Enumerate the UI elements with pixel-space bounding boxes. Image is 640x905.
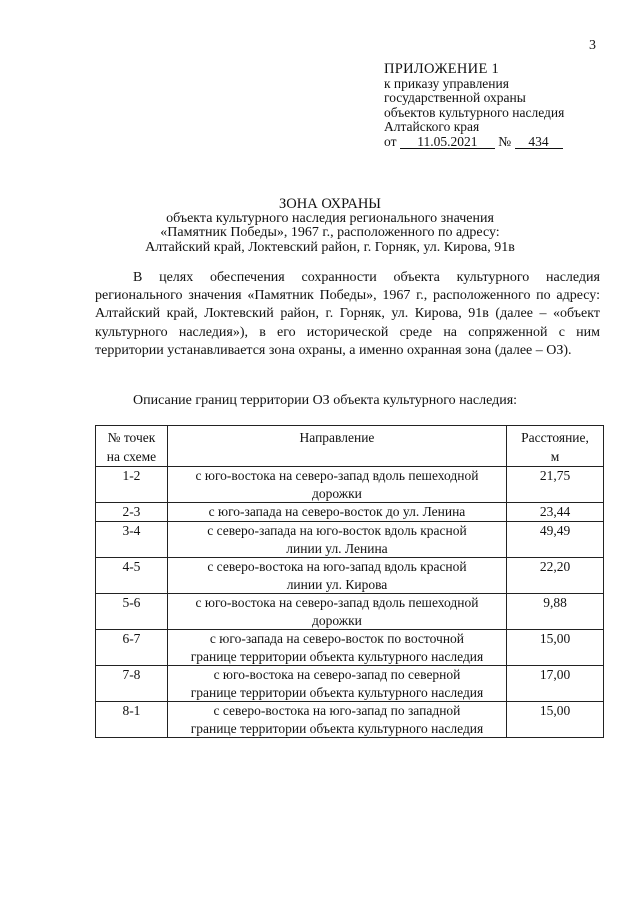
- header-points-line-1: № точек: [107, 430, 156, 445]
- boundary-table: [95, 425, 604, 738]
- table-row: [96, 503, 604, 522]
- order-line: [384, 135, 564, 150]
- page-number: 3: [589, 38, 596, 53]
- cell-direction: [167, 702, 506, 738]
- cell-direction: [167, 666, 506, 702]
- title-line-1: ЗОНА ОХРАНЫ: [279, 196, 381, 212]
- cell-direction: [167, 558, 506, 594]
- cell-points: 8-1: [96, 702, 168, 738]
- header-points-line-2: на схеме: [106, 449, 157, 464]
- table-caption: Описание границ территории ОЗ объекта культурного наследия:: [133, 393, 518, 408]
- cell-direction: [167, 467, 506, 503]
- direction-line-2: линии ул. Кирова: [286, 576, 388, 592]
- cell-distance: 15,00: [507, 630, 604, 666]
- direction-line-1: с юго-востока на северо-запад вдоль пешеходной: [195, 468, 479, 483]
- cell-distance: 49,49: [507, 522, 604, 558]
- cell-distance: 15,00: [507, 702, 604, 738]
- table-row: [96, 702, 604, 738]
- direction-line-2: линии ул. Ленина: [286, 540, 388, 556]
- header-distance: [507, 426, 604, 467]
- header-points: [96, 426, 168, 467]
- cell-points: 1-2: [96, 467, 168, 503]
- cell-points: 3-4: [96, 522, 168, 558]
- table-row: [96, 467, 604, 503]
- direction-line-1: с юго-востока на северо-запад вдоль пешеходной: [195, 595, 479, 610]
- appendix-line-2: государственной охраны: [384, 90, 526, 105]
- table-row: [96, 594, 604, 630]
- direction-line-2: границе территории объекта культурного наследия: [190, 720, 484, 736]
- direction-line-1: с юго-запада на северо-восток по восточной: [209, 631, 465, 646]
- cell-distance: 17,00: [507, 666, 604, 702]
- table-row: [96, 558, 604, 594]
- cell-distance: 9,88: [507, 594, 604, 630]
- cell-distance: 21,75: [507, 467, 604, 503]
- header-direction: Направление: [167, 426, 506, 467]
- cell-points: 2-3: [96, 503, 168, 522]
- direction-line-1: с северо-востока на юго-запад вдоль красной: [207, 559, 467, 574]
- direction-line-2: границе территории объекта культурного наследия: [190, 684, 484, 700]
- cell-distance: 22,20: [507, 558, 604, 594]
- appendix-heading: ПРИЛОЖЕНИЕ 1: [384, 61, 500, 77]
- appendix-block: [384, 62, 564, 149]
- cell-points: 6-7: [96, 630, 168, 666]
- cell-direction: [167, 522, 506, 558]
- cell-points: 5-6: [96, 594, 168, 630]
- table-row: [96, 630, 604, 666]
- direction-line-2: дорожки: [312, 485, 362, 501]
- header-distance-line-2: м: [550, 449, 560, 464]
- cell-points: 4-5: [96, 558, 168, 594]
- cell-direction: [167, 630, 506, 666]
- table-row: [96, 666, 604, 702]
- order-date: 11.05.2021: [400, 135, 495, 149]
- cell-distance: 23,44: [507, 503, 604, 522]
- header-distance-line-1: Расстояние,: [521, 430, 589, 445]
- direction-line-1: с северо-востока на юго-запад по западной: [213, 703, 461, 718]
- appendix-line-3: объектов культурного наследия: [384, 104, 565, 120]
- table-row: [96, 522, 604, 558]
- cell-direction: [167, 594, 506, 630]
- appendix-line-1: к приказу управления: [384, 75, 509, 91]
- table-header-row: [96, 426, 604, 467]
- direction-line-1: с северо-запада на юго-восток вдоль красной: [207, 523, 467, 538]
- title-line-2: объекта культурного наследия регионального значения: [166, 210, 494, 226]
- from-label: от: [384, 133, 397, 149]
- title-line-4: Алтайский край, Локтевский район, г. Горняк, ул. Кирова, 91в: [145, 239, 515, 255]
- direction-line-1: с юго-востока на северо-запад по северной: [213, 667, 461, 682]
- document-title: [100, 197, 560, 255]
- cell-points: 7-8: [96, 666, 168, 702]
- cell-direction: [167, 503, 506, 522]
- direction-line-1: с юго-запада на северо-восток до ул. Ленина: [208, 504, 466, 519]
- direction-line-2: дорожки: [312, 612, 362, 628]
- number-label: №: [498, 133, 512, 149]
- order-number: 434: [515, 135, 563, 149]
- direction-line-2: границе территории объекта культурного наследия: [190, 648, 484, 664]
- intro-paragraph: В целях обеспечения сохранности объекта культурного наследия регионального значения «Памятник Победы», 1967 г., расположенного по адресу: Алтайский край, Локтевский район, г. Горняк, ул. Кирова, 91в (далее – «объект культурного наследия»), в его исторической среде на сопряженной с ним территории устанавливается зона охраны, а именно охранная зона (далее – ОЗ).: [95, 270, 600, 358]
- title-line-3: «Памятник Победы», 1967 г., расположенного по адресу:: [160, 225, 500, 240]
- appendix-line-4: Алтайского края: [384, 119, 480, 134]
